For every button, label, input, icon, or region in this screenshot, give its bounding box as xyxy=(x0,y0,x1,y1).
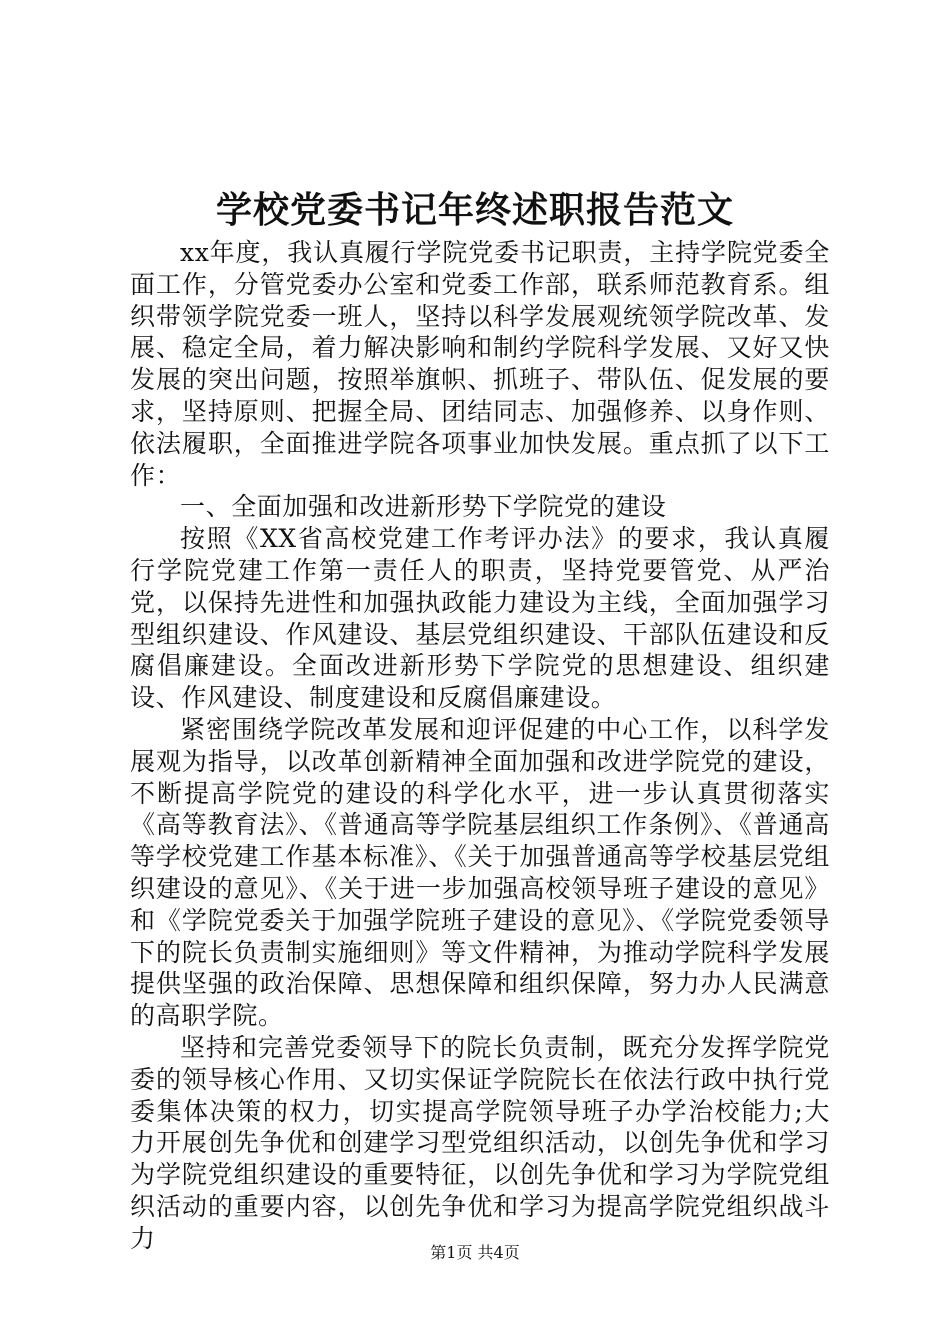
page-number-footer: 第1页 共4页 xyxy=(430,1243,520,1262)
paragraph-central-work: 紧密围绕学院改革发展和迎评促建的中心工作，以科学发展观为指导，以改革创新精神全面加强和改进学院党的建设，不断提高学院党的建设的科学化水平，进一步认真贯彻落实《高等教育法》、《普通高等学院基层组织工作条例》、《普通高等学校党建工作基本标准》、《关于加强普通高等学校基层党组织建设的意见》、《关于进一步加强高校领导班子建设的意见》和《学院党委关于加强学院班子建设的意见》、《学院党委领导下的院长负责制实施细则》等文件精神，为推动学院科学发展提供坚强的政治保障、思想保障和组织保障，努力办人民满意的高职学院。 xyxy=(130,714,830,1031)
paragraph-leadership-system: 坚持和完善党委领导下的院长负责制，既充分发挥学院党委的领导核心作用、又切实保证学院院长在依法行政中执行党委集体决策的权力，切实提高学院领导班子办学治校能力;大力开展创先争优和创建学习型党组织活动，以创先争优和学习为学院党组织建设的重要特征，以创先争优和学习为学院党组织活动的重要内容，以创先争优和学习为提高学院党组织战斗力 xyxy=(130,1032,830,1253)
paragraph-party-building: 按照《XX省高校党建工作考评办法》的要求，我认真履行学院党建工作第一责任人的职责，坚持党要管党、从严治党，以保持先进性和加强执政能力建设为主线，全面加强学习型组织建设、作风建设、基层党组织建设、干部队伍建设和反腐倡廉建设。全面改进新形势下学院党的思想建设、组织建设、作风建设、制度建设和反腐倡廉建设。 xyxy=(130,524,830,713)
paragraph-intro: xx年度，我认真履行学院党委书记职责，主持学院党委全面工作，分管党委办公室和党委工作部，联系师范教育系。组织带领学院党委一班人，坚持以科学发展观统领学院改革、发展、稳定全局，着力解决影响和制约学院科学发展、又好又快发展的突出问题，按照举旗帜、抓班子、带队伍、促发展的要求，坚持原则、把握全局、团结同志、加强修养、以身作则、依法履职，全面推进学院各项事业加快发展。重点抓了以下工作： xyxy=(130,238,830,490)
section-heading-1: 一、全面加强和改进新形势下学院党的建设 xyxy=(180,492,667,522)
document-title: 学校党委书记年终述职报告范文 xyxy=(215,189,734,231)
document-body xyxy=(130,237,830,1255)
